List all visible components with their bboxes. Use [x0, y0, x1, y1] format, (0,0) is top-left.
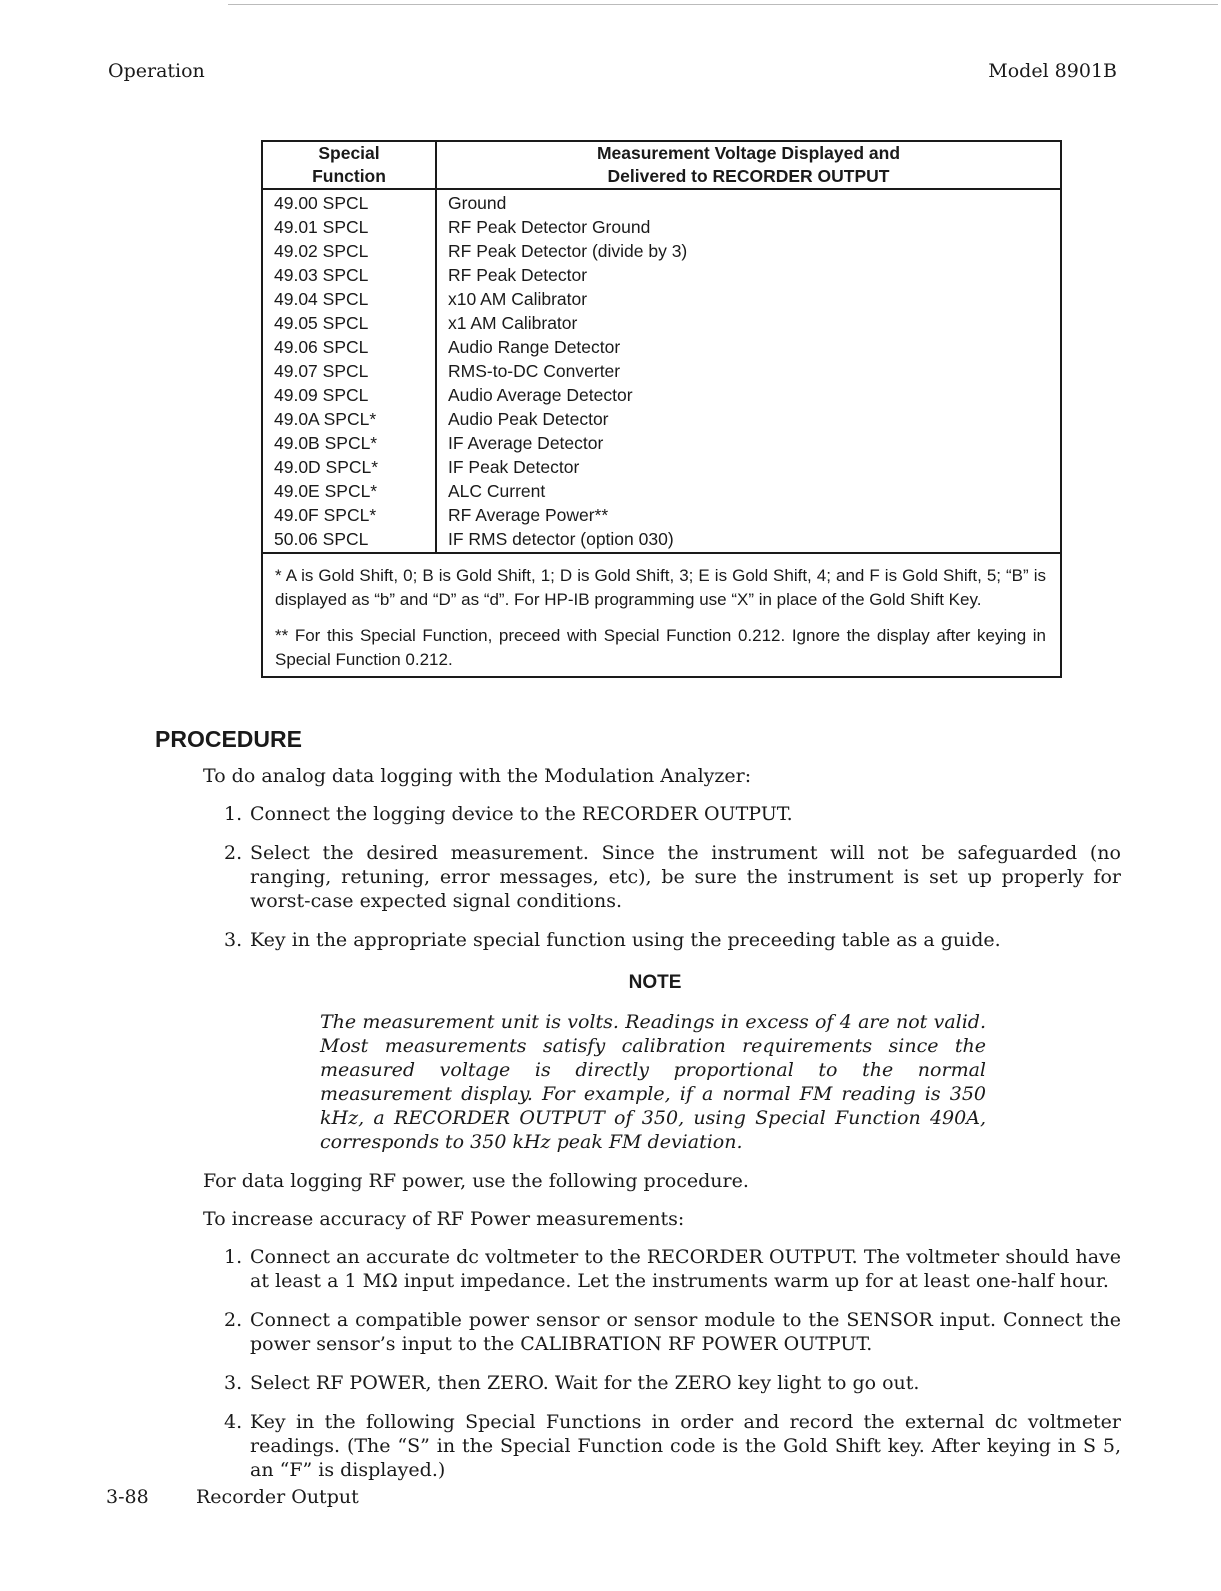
- description-cell: Audio Peak Detector: [448, 409, 609, 429]
- note-heading: NOTE: [628, 972, 682, 993]
- step-text: Connect the logging device to the RECORDER OUTPUT.: [250, 803, 793, 825]
- function-code-cell: 49.0F SPCL*: [263, 503, 436, 527]
- table-row: [263, 479, 1060, 503]
- description-cell: IF RMS detector (option 030): [448, 529, 674, 549]
- accuracy-steps: [224, 1245, 1121, 1497]
- function-code-cell: 49.0B SPCL*: [263, 431, 436, 455]
- table-row: [263, 189, 1060, 215]
- function-code-cell: 49.0A SPCL*: [263, 407, 436, 431]
- table-row: [263, 455, 1060, 479]
- table-row: [263, 359, 1060, 383]
- description-cell: IF Average Detector: [448, 433, 604, 453]
- function-code-cell: 49.01 SPCL: [263, 215, 436, 239]
- function-code-cell: 49.06 SPCL: [263, 335, 436, 359]
- list-item: [224, 1371, 1121, 1395]
- footer-section-name: Recorder Output: [196, 1486, 359, 1508]
- description-cell: Audio Range Detector: [448, 337, 621, 357]
- function-code-cell: 49.0E SPCL*: [263, 479, 436, 503]
- table-row: [263, 239, 1060, 263]
- header-section-title: Operation: [108, 60, 205, 82]
- procedure-steps: [224, 802, 1121, 967]
- table-row: [263, 311, 1060, 335]
- table-footnotes: [263, 552, 1060, 676]
- description-cell: Audio Average Detector: [448, 385, 633, 405]
- table-row: [263, 287, 1060, 311]
- footnote-preceed: ** For this Special Function, preceed with Special Function 0.212. Ignore the display after keying in Special Function 0.212.: [275, 626, 1046, 669]
- table-row: [263, 335, 1060, 359]
- list-item: [224, 928, 1121, 952]
- table-row: [263, 431, 1060, 455]
- function-code-cell: 49.05 SPCL: [263, 311, 436, 335]
- list-item: [224, 802, 1121, 826]
- table-row: [263, 215, 1060, 239]
- rf-power-intro: For data logging RF power, use the following procedure.: [203, 1170, 749, 1192]
- step-text: Key in the following Special Functions in order and record the external dc voltmeter readings. (The “S” in the Special Function code is the Gold Shift key. After keying in S 5, an “F” is displayed.): [250, 1411, 1121, 1481]
- col-header-measurement-voltage: Measurement Voltage Displayed and Delivered to RECORDER OUTPUT: [436, 142, 1060, 189]
- footnote-gold-shift: * A is Gold Shift, 0; B is Gold Shift, 1; D is Gold Shift, 3; E is Gold Shift, 4; and F is Gold Shift, 5; “B” is displayed as “b” and “D” as “d”. For HP-IB programming use “X” in place of the Gold Shift Key.: [275, 566, 1046, 609]
- special-function-table: [261, 140, 1062, 678]
- table-row: [263, 527, 1060, 552]
- procedure-intro: To do analog data logging with the Modulation Analyzer:: [203, 765, 752, 787]
- table-row: [263, 383, 1060, 407]
- function-code-cell: 49.00 SPCL: [263, 189, 436, 215]
- list-item: [224, 1410, 1121, 1482]
- list-item: [224, 841, 1121, 913]
- step-text: Select RF POWER, then ZERO. Wait for the ZERO key light to go out.: [250, 1372, 920, 1394]
- function-code-cell: 49.03 SPCL: [263, 263, 436, 287]
- step-text: Connect an accurate dc voltmeter to the RECORDER OUTPUT. The voltmeter should have at least a 1 MΩ input impedance. Let the instruments warm up for at least one-half hour.: [250, 1246, 1121, 1292]
- list-item: [224, 1245, 1121, 1293]
- description-cell: RF Peak Detector (divide by 3): [448, 241, 688, 261]
- table-header-row: [263, 142, 1060, 189]
- function-code-cell: 49.09 SPCL: [263, 383, 436, 407]
- description-cell: RF Peak Detector Ground: [448, 217, 651, 237]
- step-number: 2.: [224, 1309, 243, 1331]
- table-row: [263, 407, 1060, 431]
- description-cell: ALC Current: [448, 481, 546, 501]
- function-code-cell: 49.04 SPCL: [263, 287, 436, 311]
- function-code-cell: 49.02 SPCL: [263, 239, 436, 263]
- step-text: Key in the appropriate special function using the preceeding table as a guide.: [250, 929, 1001, 951]
- function-code-cell: 49.07 SPCL: [263, 359, 436, 383]
- table-row: [263, 503, 1060, 527]
- step-number: 2.: [224, 842, 243, 864]
- col-header-special-function: Special Function: [263, 142, 436, 189]
- top-rule: [228, 4, 1218, 5]
- step-number: 1.: [224, 1246, 243, 1268]
- list-item: [224, 1308, 1121, 1356]
- description-cell: Ground: [448, 193, 507, 213]
- description-cell: x10 AM Calibrator: [448, 289, 588, 309]
- step-text: Connect a compatible power sensor or sensor module to the SENSOR input. Connect the power sensor’s input to the CALIBRATION RF POWER OUTPUT.: [250, 1309, 1121, 1355]
- step-text: Select the desired measurement. Since the instrument will not be safeguarded (no ranging, retuning, error messages, etc), be sure the instrument is set up properly for worst-case expected signal conditions.: [250, 842, 1121, 912]
- description-cell: IF Peak Detector: [448, 457, 580, 477]
- function-code-cell: 49.0D SPCL*: [263, 455, 436, 479]
- accuracy-intro: To increase accuracy of RF Power measurements:: [203, 1208, 685, 1230]
- step-number: 3.: [224, 929, 243, 951]
- step-number: 1.: [224, 803, 243, 825]
- description-cell: RF Peak Detector: [448, 265, 588, 285]
- function-code-cell: 50.06 SPCL: [263, 527, 436, 552]
- table-row: [263, 263, 1060, 287]
- footer-page-number: 3-88: [106, 1486, 149, 1508]
- description-cell: RF Average Power**: [448, 505, 609, 525]
- description-cell: RMS-to-DC Converter: [448, 361, 621, 381]
- header-model: Model 8901B: [988, 60, 1117, 82]
- description-cell: x1 AM Calibrator: [448, 313, 578, 333]
- step-number: 4.: [224, 1411, 243, 1433]
- note-body: The measurement unit is volts. Readings in excess of 4 are not valid. Most measurements satisfy calibration requirements since the measured voltage is directly proportional to the normal measurement display. For example, if a normal FM reading is 350 kHz, a RECORDER OUTPUT of 350, using Special Function 490A, corresponds to 350 kHz peak FM deviation.: [320, 1011, 986, 1153]
- step-number: 3.: [224, 1372, 243, 1394]
- procedure-heading: PROCEDURE: [155, 726, 302, 752]
